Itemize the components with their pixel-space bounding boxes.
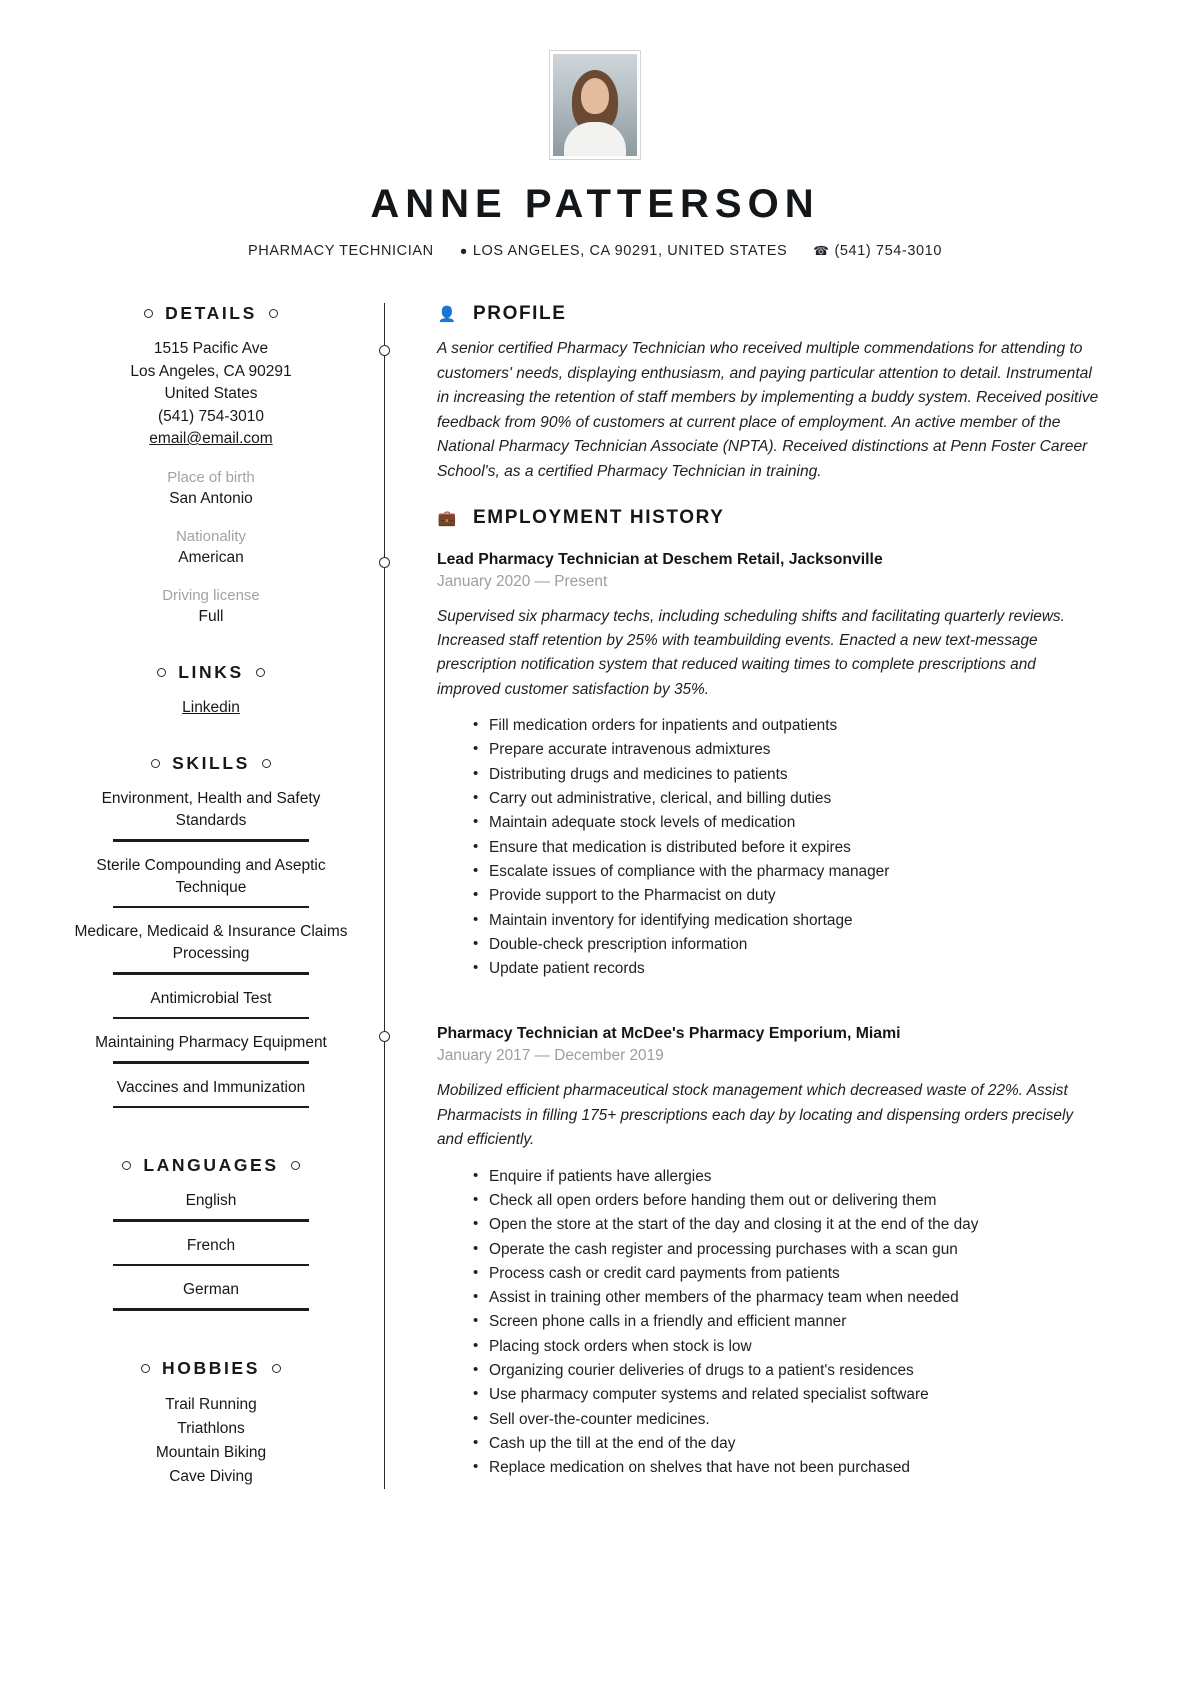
header-job-title: PHARMACY TECHNICIAN	[248, 243, 434, 259]
list-item: Mountain Biking	[155, 1443, 267, 1461]
list-item: Vaccines and Immunization	[116, 1078, 306, 1096]
skills-heading-text: SKILLS	[172, 753, 250, 773]
list-item: • Update patient records	[473, 957, 1124, 981]
contact-line	[66, 243, 1124, 259]
list-item: • Sell over-the-counter medicines.	[473, 1408, 1124, 1432]
divider	[113, 972, 309, 975]
resume-header	[66, 50, 1124, 259]
divider	[113, 1308, 309, 1311]
profile-body	[437, 337, 1124, 485]
languages-heading-text: LANGUAGES	[143, 1155, 279, 1175]
divider	[113, 1106, 309, 1109]
location-pin-icon: ●️	[459, 244, 468, 258]
list-item: English	[185, 1192, 237, 1209]
header-location-text: LOS ANGELES, CA 90291, UNITED STATES	[472, 243, 788, 259]
list-item: Sterile Compounding and Aseptic Technique	[96, 856, 326, 896]
spacer	[66, 1121, 356, 1155]
employment-heading-text: EMPLOYMENT HISTORY	[473, 506, 725, 528]
profile-photo	[553, 54, 637, 156]
links-heading-text: LINKS	[178, 661, 244, 682]
circle-icon	[157, 668, 166, 677]
list-item: • Enquire if patients have allergies	[473, 1165, 1124, 1189]
sidebar-section-links	[66, 662, 356, 720]
list-item: • Placing stock orders when stock is low	[473, 1335, 1124, 1359]
spacer	[66, 628, 356, 662]
list-item: Cave Diving	[169, 1467, 253, 1485]
address-line: (541) 754-3010	[158, 407, 264, 425]
divider	[113, 906, 309, 909]
header-phone-text: (541) 754-3010	[834, 243, 942, 259]
list-item: Environment, Health and Safety Standards	[101, 790, 321, 829]
divider	[113, 1061, 309, 1064]
list-item: • Distributing drugs and medicines to patients	[473, 763, 1124, 787]
list-item: • Maintain inventory for identifying medication shortage	[473, 909, 1124, 933]
list-item: Triathlons	[177, 1419, 245, 1437]
circle-icon	[256, 668, 265, 677]
email-link[interactable]: email@email.com	[149, 430, 273, 447]
employment-item	[437, 551, 1124, 982]
link-item-linkedin[interactable]: Linkedin	[182, 698, 240, 716]
list-item: Antimicrobial Test	[150, 989, 272, 1007]
divider	[113, 1017, 309, 1020]
profile-heading	[437, 303, 1124, 325]
spacer	[437, 485, 1124, 507]
header-phone	[813, 243, 942, 259]
circle-icon	[269, 309, 278, 318]
circle-icon	[291, 1161, 300, 1170]
field-label-place-of-birth: Place of birth	[167, 468, 255, 486]
list-item: • Double-check prescription information	[473, 933, 1124, 957]
circle-icon	[141, 1364, 150, 1373]
hobbies-heading	[66, 1358, 356, 1379]
photo-body	[564, 122, 626, 156]
job-description: Supervised six pharmacy techs, including scheduling shifts and facilitating quarterly reviews. Increased staff retention by 25% with teambuilding events. Enacted a new text-message prescription notification system that reduced waiting times to complete prescriptions and improved customer satisfaction by 35%.	[437, 607, 1065, 698]
list-item: Medicare, Medicaid & Insurance Claims Processing	[74, 923, 348, 962]
divider	[113, 839, 309, 842]
circle-icon	[262, 759, 271, 768]
list-item: • Organizing courier deliveries of drugs to a patient's residences	[473, 1359, 1124, 1383]
list-item: • Provide support to the Pharmacist on duty	[473, 884, 1124, 908]
field-value-driving-license: Full	[198, 607, 224, 625]
circle-icon	[122, 1161, 131, 1170]
list-item: • Screen phone calls in a friendly and efficient manner	[473, 1310, 1124, 1334]
job-duties-list	[437, 1165, 1124, 1481]
list-item: Trail Running	[165, 1395, 257, 1413]
profile-text: A senior certified Pharmacy Technician who received multiple commendations for attending to customers' needs, displaying enthusiasm, and paying particular attention to detail. Instrumental in increasing the retention of staff members by implementing a buddy system. Received positive feedback from 90% of customers at current place of employment. An active member of the National Pharmacy Technician Associate (NPTA). Received distinctions at Penn Foster Career School's, as a certified Pharmacy Technician in training.	[437, 340, 1099, 480]
spacer	[66, 719, 356, 753]
list-item: • Fill medication orders for inpatients and outpatients	[473, 714, 1124, 738]
sidebar-section-skills	[66, 753, 356, 1108]
list-item: • Assist in training other members of the pharmacy team when needed	[473, 1286, 1124, 1310]
job-date: January 2020 — Present	[437, 572, 608, 590]
skills-heading	[66, 753, 356, 774]
page-title: ANNE PATTERSON	[370, 182, 820, 226]
list-item: • Operate the cash register and processing purchases with a scan gun	[473, 1238, 1124, 1262]
timeline-marker-icon	[379, 345, 390, 356]
field-value-place-of-birth: San Antonio	[169, 489, 253, 507]
address-line: Los Angeles, CA 90291	[130, 362, 292, 380]
sidebar-section-languages	[66, 1155, 356, 1311]
timeline-marker-icon	[379, 557, 390, 568]
links-heading	[66, 662, 356, 683]
list-item: • Ensure that medication is distributed before it expires	[473, 836, 1124, 860]
job-title: Lead Pharmacy Technician at Deschem Retail, Jacksonville	[437, 550, 883, 568]
languages-heading	[66, 1155, 356, 1176]
hobbies-heading-text: HOBBIES	[162, 1357, 260, 1378]
circle-icon	[272, 1364, 281, 1373]
details-heading	[66, 303, 356, 324]
list-item: • Escalate issues of compliance with the pharmacy manager	[473, 860, 1124, 884]
employment-heading	[437, 507, 1124, 529]
list-item: • Prepare accurate intravenous admixtures	[473, 738, 1124, 762]
divider	[113, 1264, 309, 1267]
list-item: • Check all open orders before handing them out or delivering them	[473, 1189, 1124, 1213]
list-item: • Process cash or credit card payments from patients	[473, 1262, 1124, 1286]
header-location	[460, 243, 788, 259]
section-employment-history	[437, 507, 1124, 1481]
list-item: • Carry out administrative, clerical, and billing duties	[473, 787, 1124, 811]
briefcase-icon: 💼	[437, 509, 457, 527]
section-profile	[437, 303, 1124, 485]
job-description: Mobilized efficient pharmaceutical stock management which decreased waste of 22%. Assist Pharmacists in filling 175+ prescriptions each day by locating and dispensing orders precisely and efficiently.	[437, 1082, 1074, 1149]
person-icon: 👤	[437, 306, 457, 323]
field-label-driving-license: Driving license	[162, 586, 260, 604]
list-item: • Replace medication on shelves that have not been purchased	[473, 1456, 1124, 1480]
sidebar-section-details	[66, 303, 356, 628]
address-line: United States	[164, 385, 258, 402]
circle-icon	[151, 759, 160, 768]
sidebar-section-hobbies	[66, 1358, 356, 1489]
job-title: Pharmacy Technician at McDee's Pharmacy Emporium, Miami	[437, 1025, 901, 1043]
photo-face	[581, 78, 609, 114]
divider	[113, 1219, 309, 1222]
sidebar	[66, 303, 356, 1489]
main-content	[384, 303, 1124, 1489]
spacer	[437, 981, 1124, 1003]
job-date: January 2017 — December 2019	[437, 1047, 664, 1065]
list-item: Maintaining Pharmacy Equipment	[95, 1034, 327, 1051]
circle-icon	[144, 309, 153, 318]
field-value-nationality: American	[178, 548, 244, 566]
profile-heading-text: PROFILE	[473, 303, 567, 324]
timeline-marker-icon	[379, 1031, 390, 1042]
details-heading-text: DETAILS	[165, 303, 257, 323]
list-item: • Open the store at the start of the day and closing it at the end of the day	[473, 1213, 1124, 1237]
employment-item	[437, 1025, 1124, 1480]
resume-body	[66, 303, 1124, 1489]
address-line: 1515 Pacific Ave	[153, 340, 269, 357]
avatar	[549, 50, 641, 160]
list-item: French	[186, 1236, 236, 1254]
spacer	[66, 1324, 356, 1358]
job-duties-list	[437, 714, 1124, 981]
phone-icon: ☎	[813, 244, 830, 258]
list-item: German	[183, 1281, 239, 1298]
list-item: • Cash up the till at the end of the day	[473, 1432, 1124, 1456]
list-item: • Maintain adequate stock levels of medication	[473, 811, 1124, 835]
list-item: • Use pharmacy computer systems and related specialist software	[473, 1383, 1124, 1407]
field-label-nationality: Nationality	[175, 527, 247, 545]
